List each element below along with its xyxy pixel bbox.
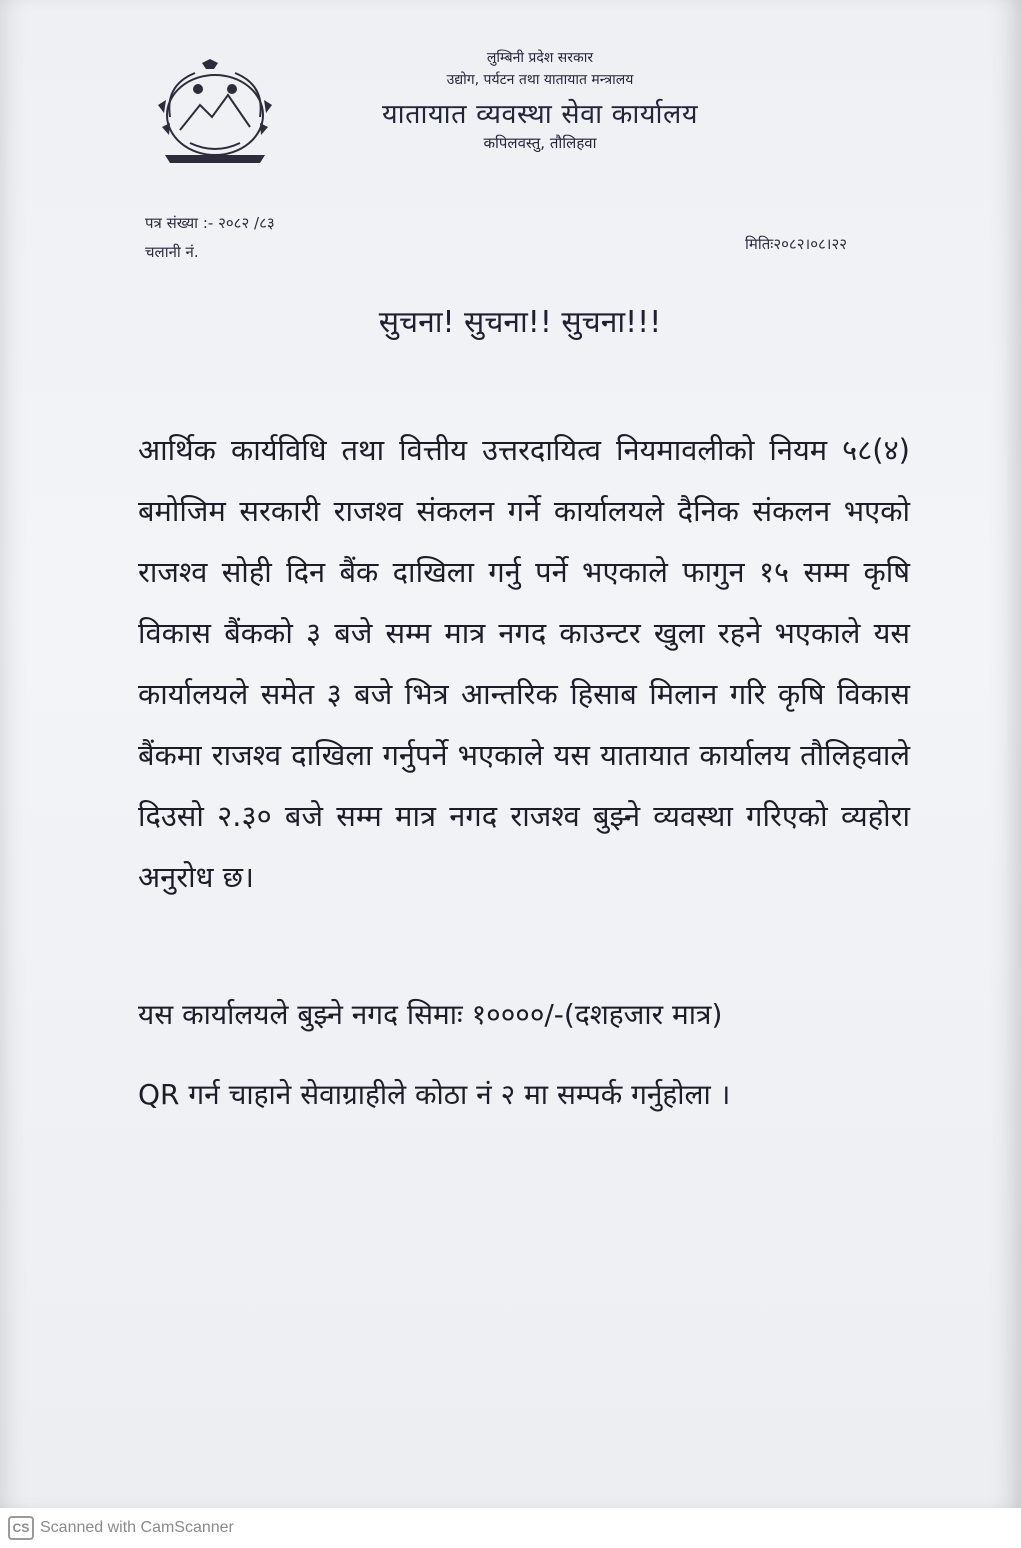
- cash-limit-line: यस कार्यालयले बुझ्ने नगद सिमाः १००००/-(दशहजार मात्र): [138, 998, 723, 1031]
- nepal-emblem-icon: [150, 55, 280, 170]
- header-office-name: यातायात व्यवस्था सेवा कार्यालय: [381, 99, 699, 130]
- scanner-footer: [8, 1516, 234, 1540]
- header-ministry: उद्योग, पर्यटन तथा यातायात मन्त्रालय: [446, 72, 634, 88]
- reference-number: पत्र संख्या :- २०८२ /८३: [145, 214, 275, 232]
- notice-body: आर्थिक कार्यविधि तथा वित्तीय उत्तरदायित्व नियमावलीको नियम ५८(४) बमोजिम सरकारी राजश्व संकलन गर्ने कार्यालयले दैनिक संकलन भएको राजश्व सोही दिन बैंक दाखिला गर्नु पर्ने भएकाले फागुन १५ सम्म कृषि विकास बैंकको ३ बजे सम्म मात्र नगद काउन्टर खुला रहने भएकाले यस कार्यालयले समेत ३ बजे भित्र आन्तरिक हिसाब मिलान गरि कृषि विकास बैंकमा राजश्व दाखिला गर्नुपर्ने भएकाले यस यातायात कार्यालय तौलिहवाले दिउसो २.३० बजे सम्म मात्र नगद राजश्व बुझ्ने व्यवस्था गरिएको व्यहोरा अनुरोध छ।: [138, 433, 910, 894]
- camscanner-logo-icon: CS: [8, 1516, 34, 1540]
- qr-note-line: QR गर्न चाहाने सेवाग्राहीले कोठा नं २ मा सम्पर्क गर्नुहोला ।: [138, 1078, 731, 1111]
- notice-title: सुचना! सुचना!! सुचना!!!: [378, 305, 662, 340]
- scanner-watermark-text: Scanned with CamScanner: [40, 1519, 234, 1536]
- dispatch-number: चलानी नं.: [145, 243, 199, 261]
- header-location: कपिलवस्तु, तौलिहवा: [483, 134, 597, 152]
- notice-date: मितिः२०८२।०८।२२: [745, 235, 848, 253]
- header-province: लुम्बिनी प्रदेश सरकार: [486, 50, 594, 66]
